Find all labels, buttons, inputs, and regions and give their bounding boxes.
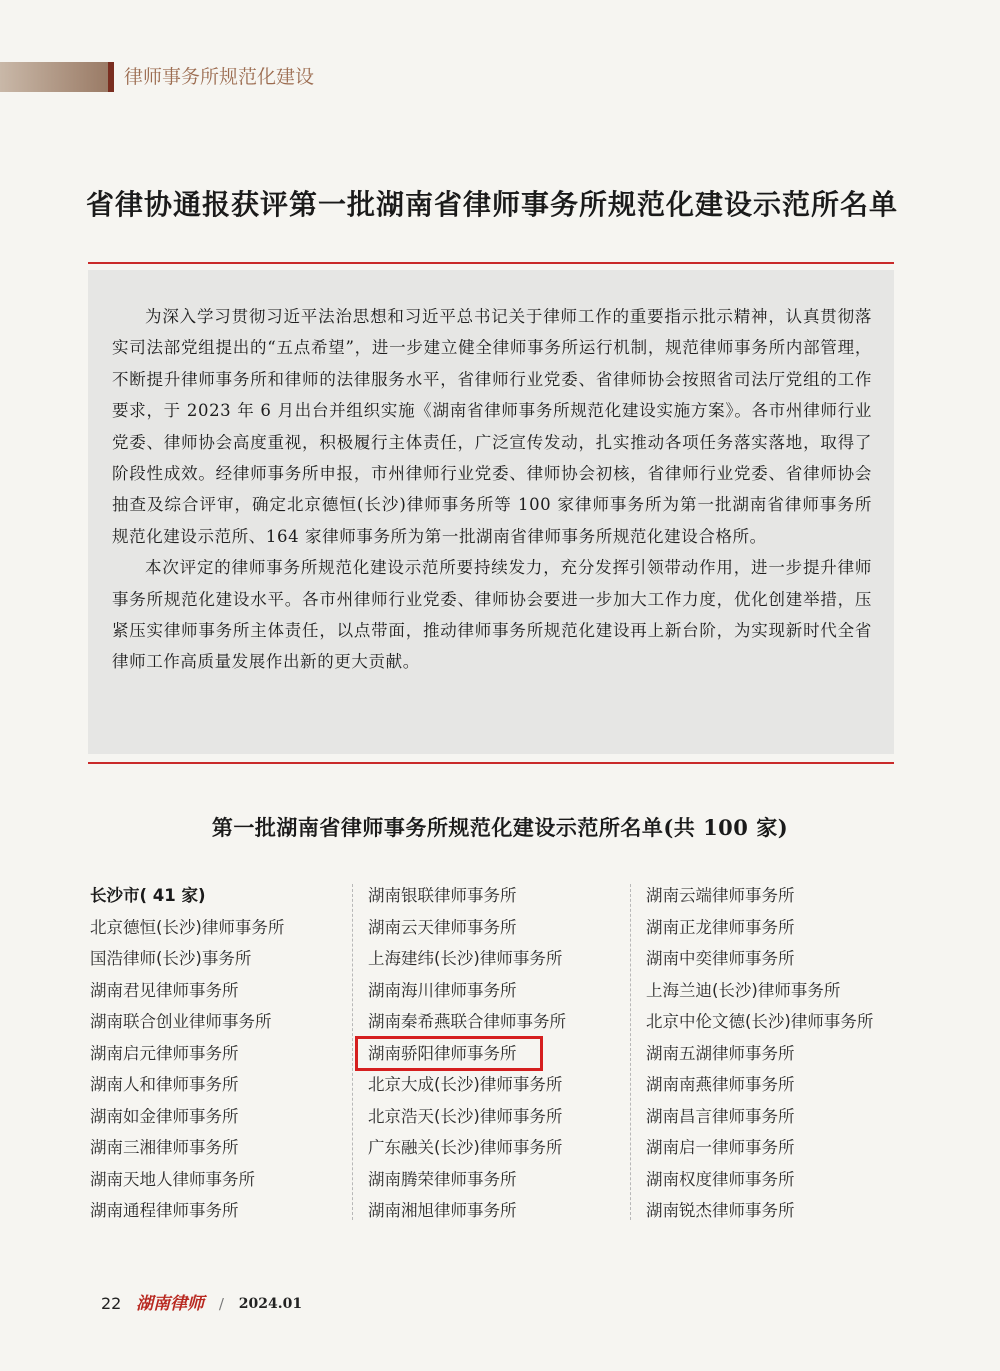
notice-text [112,301,872,678]
firm-item: 湖南启元律师事务所 [90,1043,239,1063]
firm-item: 湖南如金律师事务所 [90,1106,239,1126]
notice-paragraph-1: 为深入学习贯彻习近平法治思想和习近平总书记关于律师工作的重要指示批示精神，认真贯彻落实司法部党组提出的“五点希望”，进一步建立健全律师事务所运行机制，规范律师事务所内部管理，不断提升律师事务所和律师的法律服务水平，省律师行业党委、省律师协会按照省司法厅党组的工作要求，于 2023 年 6 月出台并组织实施《湖南省律师事务所规范化建设实施方案》。各市州律师行业党委、律师协会高度重视，积极履行主体责任，广泛宣传发动，扎实推动各项任务落实落地，取得了阶段性成效。经律师事务所申报，市州律师行业党委、律师协会初核，省律师行业党委、省律师协会抽查及综合评审，确定北京德恒(长沙)律师事务所等 100 家律师事务所为第一批湖南省律师事务所规范化建设示范所、164 家律师事务所为第一批湖南省律师事务所规范化建设合格所。 [112,307,872,546]
firm-item: 湖南昌言律师事务所 [646,1106,795,1126]
footer-separator: / [218,1295,224,1313]
page-title: 省律协通报获评第一批湖南省律师事务所规范化建设示范所名单 [86,188,899,221]
divider-top [88,262,894,264]
firm-item: 广东融关(长沙)律师事务所 [368,1138,563,1157]
firm-item: 国浩律师(长沙)事务所 [90,949,252,968]
firm-item: 湖南启一律师事务所 [646,1138,795,1157]
firm-item: 湖南通程律师事务所 [90,1201,239,1220]
firm-item: 北京大成(长沙)律师事务所 [368,1075,563,1094]
firm-item: 湖南云天律师事务所 [368,917,517,937]
firm-item: 湖南锐杰律师事务所 [646,1201,795,1220]
highlight-box [355,1036,543,1071]
firm-item: 湖南海川律师事务所 [368,980,517,1000]
magazine-logo: 湖南律师 [136,1294,205,1314]
firm-item: 上海建纬(长沙)律师事务所 [368,949,563,968]
header-band [0,62,108,92]
column-separator [630,884,631,1220]
firm-item: 湖南联合创业律师事务所 [90,1012,272,1031]
footer [101,1290,302,1316]
notice-paragraph-2: 本次评定的律师事务所规范化建设示范所要持续发力，充分发挥引领带动作用，进一步提升律师事务所规范化建设水平。各市州律师行业党委、律师协会要进一步加大工作力度，优化创建举措，压紧压实律师事务所主体责任，以点带面，推动律师事务所规范化建设再上新台阶，为实现新时代全省律师工作高质量发展作出新的更大贡献。 [112,558,872,672]
firm-item: 湖南人和律师事务所 [90,1075,239,1094]
firm-item: 湖南权度律师事务所 [646,1169,795,1189]
section-header: 律师事务所规范化建设 [124,66,315,88]
firm-column-3 [646,880,946,1227]
firm-item: 北京德恒(长沙)律师事务所 [90,917,285,937]
firm-item: 湖南腾荣律师事务所 [368,1169,517,1189]
firm-column-1 [90,880,340,1227]
firm-item: 湖南南燕律师事务所 [646,1075,795,1094]
page-number: 22 [101,1294,122,1313]
firm-item: 湖南云端律师事务所 [646,886,795,905]
firm-item: 湖南中奕律师事务所 [646,949,795,968]
firm-item: 湖南五湖律师事务所 [646,1043,795,1063]
firm-item: 湖南银联律师事务所 [368,886,517,905]
firm-item: 湖南天地人律师事务所 [90,1169,255,1189]
divider-bottom [88,762,894,764]
list-title: 第一批湖南省律师事务所规范化建设示范所名单(共 100 家) [211,815,789,840]
firm-item-highlighted: 湖南骄阳律师事务所 [368,1043,517,1063]
firm-item: 湖南正龙律师事务所 [646,917,795,937]
column-separator [352,884,353,1220]
firm-item: 湖南君见律师事务所 [90,980,239,1000]
header-accent-bar [108,62,114,92]
firm-item: 北京浩天(长沙)律师事务所 [368,1106,563,1126]
city-heading: 长沙市( 41 家) [90,886,206,905]
firm-item: 湖南三湘律师事务所 [90,1138,239,1157]
firm-item: 湖南秦希燕联合律师事务所 [368,1012,566,1031]
firm-item: 湖南湘旭律师事务所 [368,1201,517,1220]
firm-item: 上海兰迪(长沙)律师事务所 [646,980,841,1000]
firm-item: 北京中伦文德(长沙)律师事务所 [646,1012,874,1031]
issue-date: 2024.01 [238,1296,303,1312]
